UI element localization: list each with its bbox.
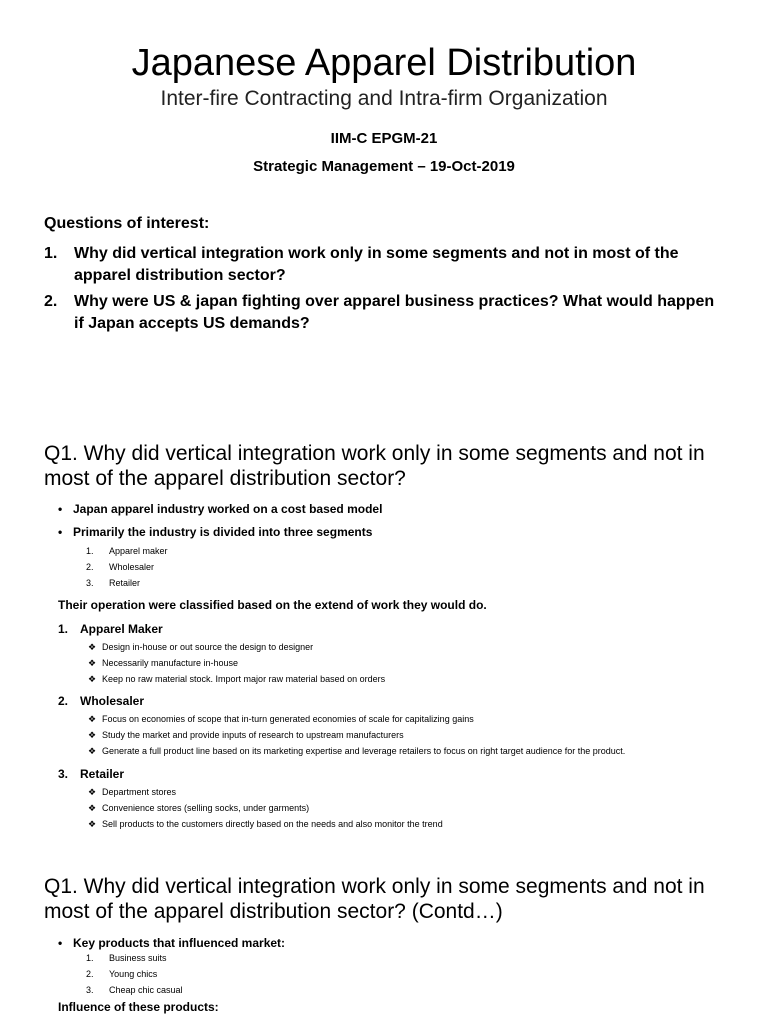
document-subtitle: Inter-fire Contracting and Intra-firm Organization bbox=[160, 87, 608, 110]
product-number: 1. bbox=[86, 953, 94, 963]
bullet-text: Key products that influenced market: bbox=[73, 936, 286, 950]
section-items bbox=[88, 784, 748, 832]
section-wholesaler bbox=[58, 693, 748, 759]
section-item bbox=[88, 671, 748, 687]
product-text: Business suits bbox=[109, 953, 167, 963]
segment-text: Retailer bbox=[109, 578, 141, 588]
section-items bbox=[88, 639, 748, 687]
section-item-text: Design in-house or out source the design to designer bbox=[102, 642, 314, 652]
segment-text: Apparel maker bbox=[109, 546, 168, 556]
diamond-bullet-icon: ❖ bbox=[88, 746, 97, 756]
section-item-text: Generate a full product line based on its marketing expertise and leverage retailers to focus on right target audience for the product. bbox=[102, 746, 626, 756]
section-heading bbox=[58, 621, 748, 637]
section-number: 2. bbox=[58, 694, 69, 708]
product-item bbox=[86, 982, 183, 998]
section-item-text: Department stores bbox=[102, 787, 177, 797]
section-item bbox=[88, 639, 748, 655]
product-item bbox=[86, 966, 183, 982]
section-item-text: Convenience stores (selling socks, under garments) bbox=[102, 803, 310, 813]
section-apparel-maker bbox=[58, 621, 748, 687]
diamond-bullet-icon: ❖ bbox=[88, 803, 97, 813]
diamond-bullet-icon: ❖ bbox=[88, 730, 97, 740]
section-heading bbox=[58, 693, 748, 709]
section-item bbox=[88, 816, 748, 832]
segments-list bbox=[86, 543, 168, 591]
diamond-bullet-icon: ❖ bbox=[88, 714, 97, 724]
segment-item bbox=[86, 543, 168, 559]
question-item bbox=[44, 243, 724, 287]
q1-bullets bbox=[58, 501, 382, 547]
diamond-bullet-icon: ❖ bbox=[88, 658, 97, 668]
section-items bbox=[88, 711, 748, 759]
section-item bbox=[88, 784, 748, 800]
product-number: 3. bbox=[86, 985, 94, 995]
classification-note: Their operation were classified based on the extend of work they would do. bbox=[58, 598, 487, 612]
question-text: Why were US & japan fighting over apparel business practices? What would happen if Japan accepts US demands? bbox=[74, 293, 715, 332]
section-item bbox=[88, 800, 748, 816]
diamond-bullet-icon: ❖ bbox=[88, 787, 97, 797]
questions-list bbox=[44, 243, 724, 339]
q1-contd-bullets bbox=[58, 935, 285, 951]
segment-number: 3. bbox=[86, 578, 94, 588]
q1-heading: Q1. Why did vertical integration work only in some segments and not in most of the apparel distribution sector? bbox=[44, 442, 705, 490]
section-item-text: Study the market and provide inputs of research to upstream manufacturers bbox=[102, 730, 404, 740]
section-item bbox=[88, 727, 748, 743]
segment-number: 1. bbox=[86, 546, 94, 556]
section-number: 3. bbox=[58, 767, 69, 781]
bullet-dot-icon: • bbox=[58, 525, 63, 539]
question-text: Why did vertical integration work only in some segments and not in most of the apparel distribution sector? bbox=[74, 245, 679, 284]
bullet-item bbox=[58, 501, 382, 517]
questions-heading: Questions of interest: bbox=[44, 215, 210, 232]
question-item bbox=[44, 291, 724, 335]
product-item bbox=[86, 950, 183, 966]
session-line: Strategic Management – 19-Oct-2019 bbox=[253, 158, 515, 175]
bullet-item bbox=[58, 524, 382, 540]
section-item-text: Necessarily manufacture in-house bbox=[102, 658, 239, 668]
section-heading bbox=[58, 766, 748, 782]
influence-heading: Influence of these products: bbox=[58, 1000, 219, 1014]
section-item bbox=[88, 743, 748, 759]
bullet-text: Primarily the industry is divided into three segments bbox=[73, 525, 373, 539]
bullet-item bbox=[58, 935, 285, 951]
section-number: 1. bbox=[58, 622, 69, 636]
document-title: Japanese Apparel Distribution bbox=[131, 42, 637, 84]
product-number: 2. bbox=[86, 969, 94, 979]
bullet-dot-icon: • bbox=[58, 502, 63, 516]
section-title: Wholesaler bbox=[80, 694, 145, 708]
section-retailer bbox=[58, 766, 748, 832]
diamond-bullet-icon: ❖ bbox=[88, 674, 97, 684]
section-item-text: Keep no raw material stock. Import major raw material based on orders bbox=[102, 674, 386, 684]
section-title: Apparel Maker bbox=[80, 622, 163, 636]
section-item bbox=[88, 655, 748, 671]
q1-contd-heading: Q1. Why did vertical integration work only in some segments and not in most of the apparel distribution sector? (Contd…) bbox=[44, 875, 705, 923]
course-code: IIM-C EPGM-21 bbox=[330, 130, 438, 147]
segment-number: 2. bbox=[86, 562, 94, 572]
section-item bbox=[88, 711, 748, 727]
bullet-text: Japan apparel industry worked on a cost based model bbox=[73, 502, 383, 516]
section-item-text: Sell products to the customers directly based on the needs and also monitor the trend bbox=[102, 819, 443, 829]
segment-text: Wholesaler bbox=[109, 562, 155, 572]
segment-item bbox=[86, 559, 168, 575]
diamond-bullet-icon: ❖ bbox=[88, 642, 97, 652]
bullet-dot-icon: • bbox=[58, 936, 63, 950]
section-title: Retailer bbox=[80, 767, 125, 781]
question-number: 2. bbox=[44, 293, 58, 310]
products-list bbox=[86, 950, 183, 998]
diamond-bullet-icon: ❖ bbox=[88, 819, 97, 829]
product-text: Cheap chic casual bbox=[109, 985, 183, 995]
segment-item bbox=[86, 575, 168, 591]
product-text: Young chics bbox=[109, 969, 158, 979]
question-number: 1. bbox=[44, 245, 58, 262]
section-item-text: Focus on economies of scope that in-turn generated economies of scale for capitalizing gains bbox=[102, 714, 474, 724]
